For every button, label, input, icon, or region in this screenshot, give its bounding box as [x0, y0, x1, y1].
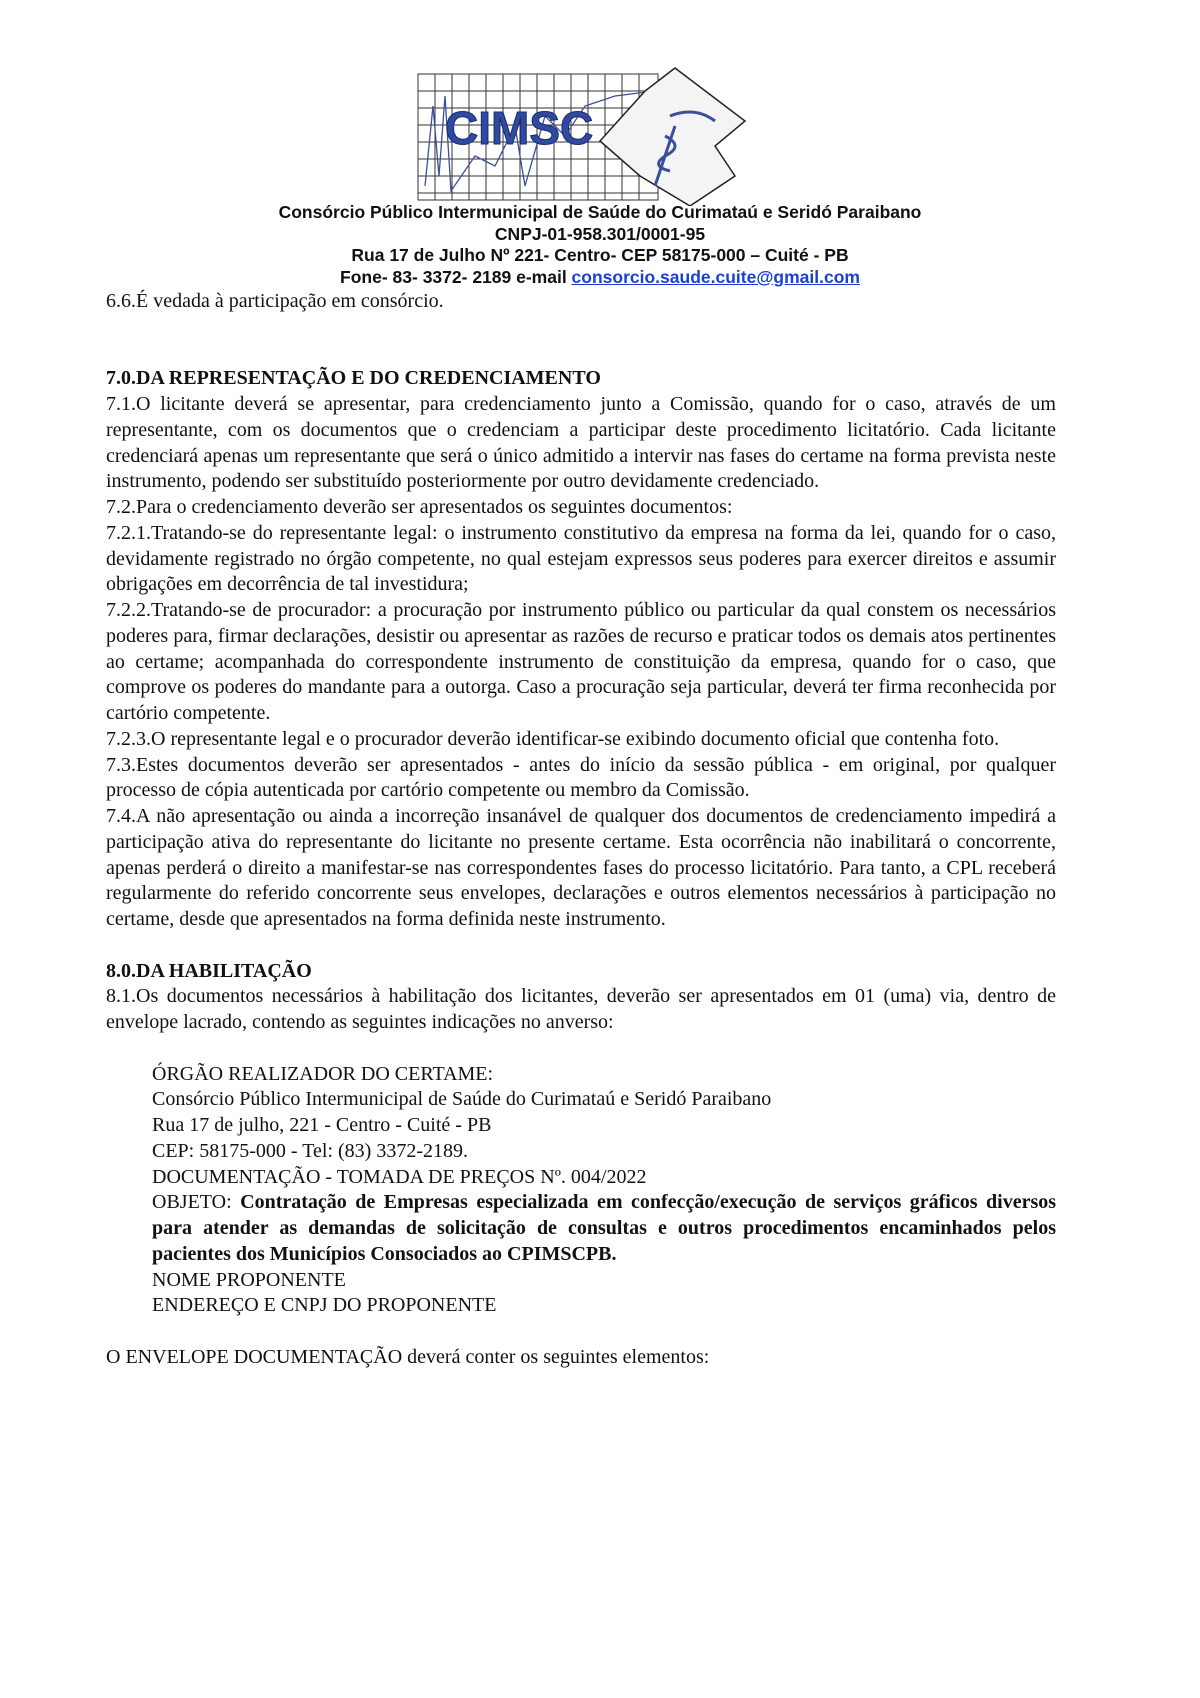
cimsc-logo — [415, 66, 755, 206]
clause-7-2-1: 7.2.1.Tratando-se do representante legal: o instrumento constitutivo da empresa na forma da lei, quando for o caso, devidamente registrado no órgão competente, no qual estejam expressos seus poderes para exercer direitos e assumir obrigações em decorrência de tal investidura; — [106, 521, 1056, 596]
section-heading-8: 8.0.DA HABILITAÇÃO — [106, 959, 312, 982]
document-body — [106, 289, 1056, 1371]
clause-7-1: 7.1.O licitante deverá se apresentar, para credenciamento junto a Comissão, quando for o caso, através de um representante, com os documentos que o credenciam a participar deste procedimento licitatório. Cada licitante credenciará apenas um representante que será o único admitido a intervir nas fases do certame na forma prevista neste instrumento, podendo ser substituído posteriormente por outro devidamente credenciado. — [106, 393, 1056, 493]
org-cnpj: CNPJ-01-958.301/0001-95 — [494, 223, 706, 244]
envelope-objeto — [152, 1190, 1056, 1267]
envelope-line: CEP: 58175-000 - Tel: (83) 3372-2189. — [152, 1139, 468, 1162]
envelope-line: Consórcio Público Intermunicipal de Saúde do Curimataú e Seridó Paraibano — [152, 1088, 772, 1111]
envelope-contents-intro: O ENVELOPE DOCUMENTAÇÃO deverá conter os seguintes elementos: — [106, 1345, 710, 1368]
svg-text:CIMSC: CIMSC — [445, 102, 594, 154]
objeto-text: Contratação de Empresas especializada em confecção/execução de serviços gráficos diversos para atender as demandas de solicitação de consultas e outros procedimentos encaminhados pelos pacientes dos Municípios Consociados ao CPIMSCPB. — [152, 1191, 1057, 1265]
envelope-line: DOCUMENTAÇÃO - TOMADA DE PREÇOS Nº. 004/2022 — [152, 1165, 647, 1188]
org-name: Consórcio Público Intermunicipal de Saúde do Curimataú e Seridó Paraibano — [278, 202, 922, 222]
clause-8-1: 8.1.Os documentos necessários à habilitação dos licitantes, deverão ser apresentados em 01 (uma) via, dentro de envelope lacrado, contendo as seguintes indicações no anverso: — [106, 985, 1056, 1033]
envelope-line: NOME PROPONENTE — [152, 1268, 346, 1291]
clause-7-4: 7.4.A não apresentação ou ainda a incorreção insanável de qualquer dos documentos de credenciamento impedirá a participação ativa do representante do licitante no presente certame. Esta ocorrência não inabilitará o concorrente, apenas perderá o direito a manifestar-se nas correspondentes fases do processo licitatório. Para tanto, a CPL receberá regularmente do referido concorrente seus envelopes, declarações e outros elementos necessários à participação no certame, desde que apresentados na forma definida neste instrumento. — [106, 805, 1056, 930]
clause-7-2-3: 7.2.3.O representante legal e o procurador deverão identificar-se exibindo documento oficial que contenha foto. — [106, 727, 1000, 750]
phone-text: Fone- 83- 3372- 2189 e-mail — [340, 266, 572, 287]
envelope-label-block — [106, 1062, 1056, 1320]
letterhead — [0, 202, 1200, 288]
clause-7-2-2: 7.2.2.Tratando-se de procurador: a procuração por instrumento público ou particular da qual constem os necessários poderes para, firmar declarações, desistir ou apresentar as razões de recurso e praticar todos os demais atos pertinentes ao certame; acompanhada do correspondente instrumento de constituição da empresa, quando for o caso, que comprove os poderes do mandante para a outorga. Caso a procuração seja particular, deverá ter firma reconhecida por cartório competente. — [106, 599, 1056, 724]
objeto-label: OBJETO: — [152, 1191, 241, 1214]
clause-6-6: 6.6.É vedada à participação em consórcio. — [106, 290, 444, 312]
clause-7-3: 7.3.Estes documentos deverão ser apresentados - antes do início da sessão pública - em original, por qualquer processo de cópia autenticada por cartório competente ou membro da Comissão. — [106, 753, 1056, 802]
envelope-line: Rua 17 de julho, 221 - Centro - Cuité - PB — [152, 1114, 492, 1136]
section-heading-7: 7.0.DA REPRESENTAÇÃO E DO CREDENCIAMENTO — [106, 367, 601, 390]
org-contact — [0, 267, 1200, 289]
email-link[interactable]: consorcio.saude.cuite@gmail.com — [571, 266, 860, 287]
envelope-line: ÓRGÃO REALIZADOR DO CERTAME: — [152, 1062, 494, 1085]
clause-7-2: 7.2.Para o credenciamento deverão ser apresentados os seguintes documentos: — [106, 496, 733, 518]
org-address: Rua 17 de Julho Nº 221- Centro- CEP 58175-000 – Cuité - PB — [351, 245, 849, 266]
envelope-line: ENDEREÇO E CNPJ DO PROPONENTE — [152, 1294, 497, 1317]
